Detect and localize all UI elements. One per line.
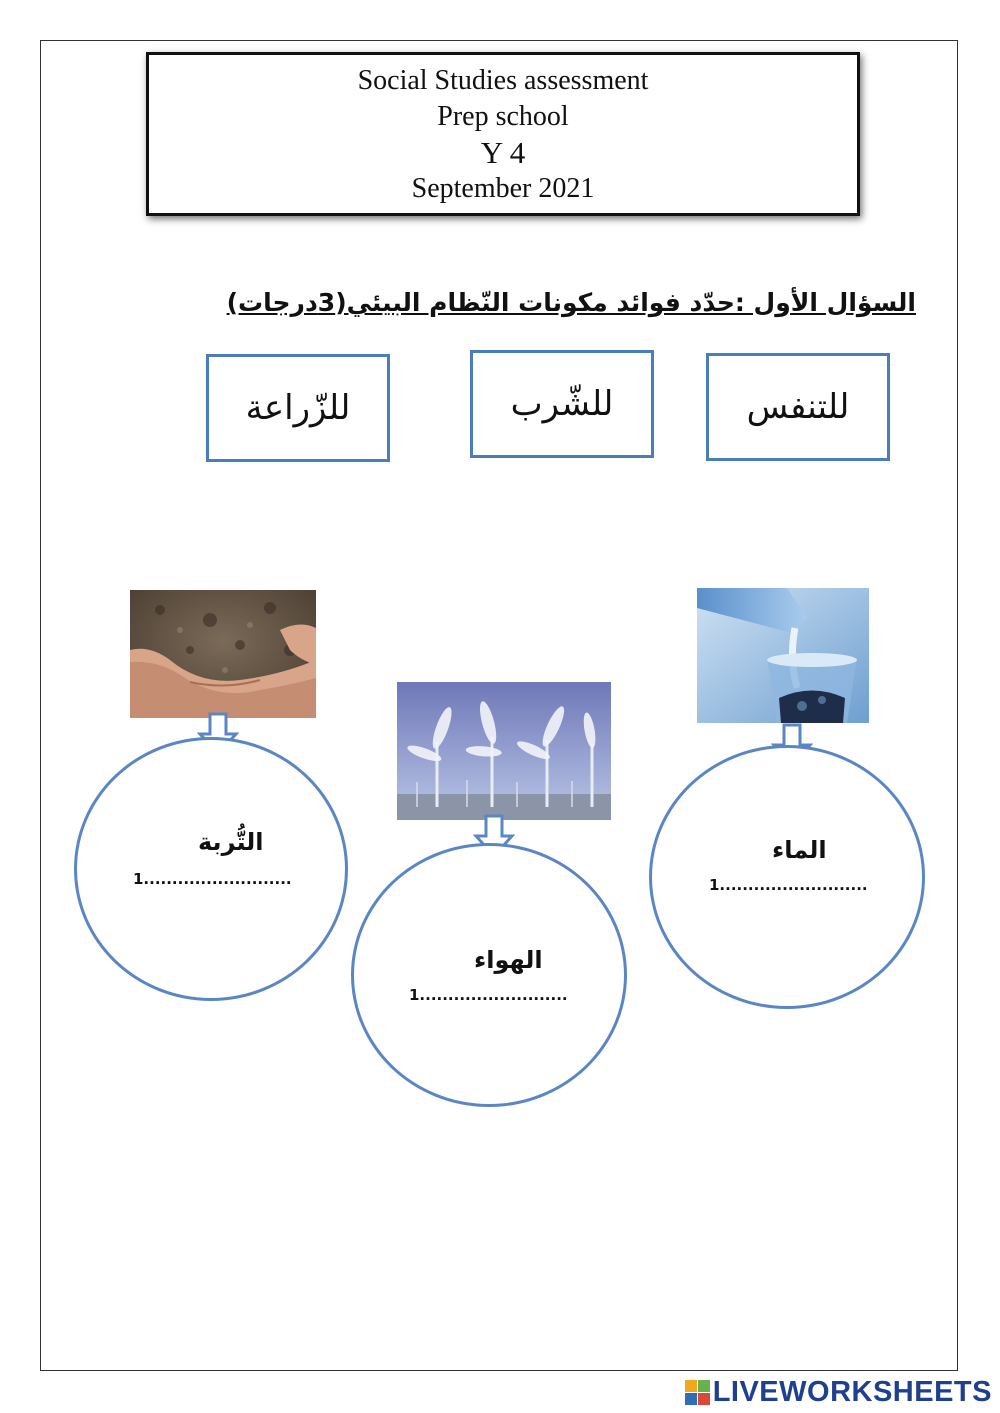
- option-label: للزّراعة: [245, 388, 351, 428]
- logo-mark-icon: [685, 1380, 710, 1405]
- water-answer-line[interactable]: 1..........................: [709, 876, 868, 894]
- header-year: Y 4: [480, 135, 526, 170]
- option-label: للشّرب: [510, 384, 614, 424]
- option-box-drinking[interactable]: [470, 350, 654, 458]
- option-label: للتنفس: [746, 387, 850, 427]
- water-image: [697, 588, 869, 723]
- water-label: الماء: [772, 836, 827, 864]
- soil-circle[interactable]: [74, 737, 348, 1001]
- logo-text: LIVEWORKSHEETS: [712, 1376, 992, 1408]
- option-box-agriculture[interactable]: [206, 354, 390, 462]
- soil-label: التُّربة: [198, 828, 264, 856]
- header-subject: Social Studies assessment: [357, 65, 649, 96]
- soil-image: [130, 590, 316, 718]
- header-school: Prep school: [437, 101, 569, 132]
- air-answer-line[interactable]: 1..........................: [409, 986, 568, 1004]
- option-box-breathing[interactable]: [706, 353, 890, 461]
- wind-turbines-image: [397, 682, 611, 820]
- air-circle[interactable]: [351, 843, 627, 1107]
- header-date: September 2021: [411, 173, 595, 204]
- soil-answer-line[interactable]: 1..........................: [133, 870, 292, 888]
- air-label: الهواء: [474, 946, 543, 974]
- liveworksheets-logo: [685, 1376, 992, 1409]
- question-title: السؤال الأول :حدّد فوائد مكونات النّظام البيئي(3درجات): [226, 288, 916, 317]
- assessment-header: [146, 52, 860, 216]
